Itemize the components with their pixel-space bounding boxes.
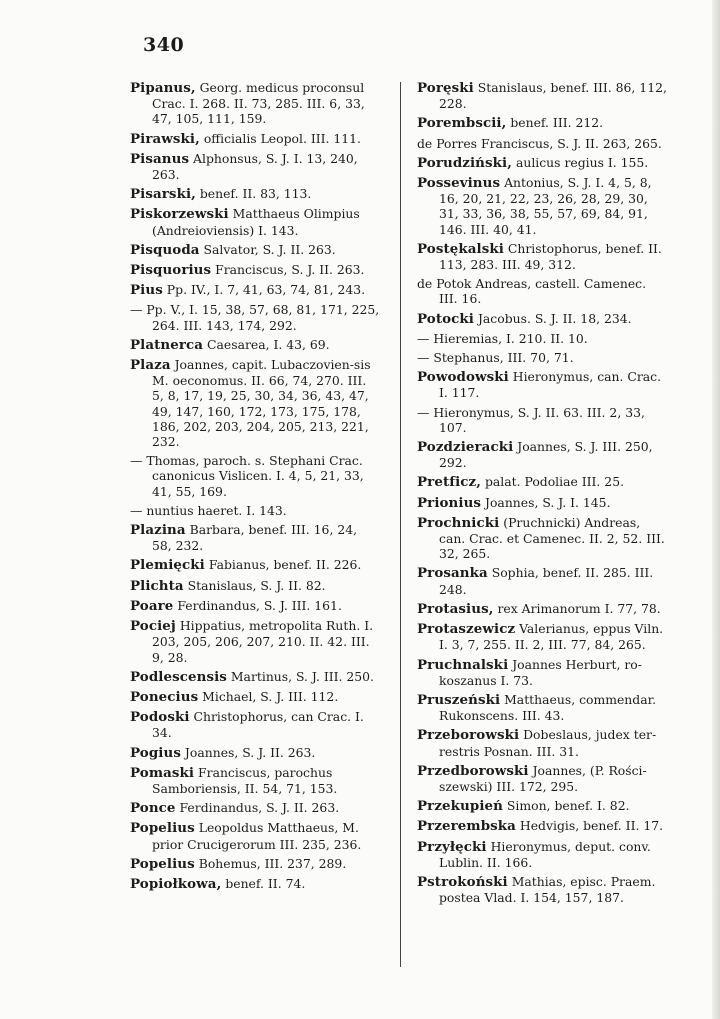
index-entry [130, 262, 380, 278]
entry-headword: Popelius [130, 855, 195, 872]
entry-text: Alphonsus, S. J. I. 13, 240, 263. [152, 150, 358, 183]
entry-text: Ferdinandus, S. J. II. 263. [179, 800, 340, 816]
entry-headword: Plaza [130, 357, 171, 374]
index-entry [417, 331, 667, 346]
index-entry [417, 798, 667, 814]
entry-text: Valerianus, eppus Viln. I. 3, 7, 255. II. 2, III. 77, 84, 265. [439, 621, 664, 653]
entry-headword: Plazina [130, 522, 186, 539]
entry-headword: Potocki [417, 310, 474, 327]
entry-text: Hippatius, metropolita Ruth. I. 203, 205, 206, 207, 210. II. 42. III. 9, 28. [152, 618, 374, 665]
index-entry [130, 689, 380, 705]
index-entry [130, 302, 380, 332]
entry-headword: Pisquoda [130, 241, 200, 258]
entry-text: Stanislaus, S. J. II. 82. [187, 577, 326, 593]
index-entry [130, 557, 380, 573]
index-entry [417, 874, 667, 905]
entry-text: officialis Leopol. III. 111. [203, 130, 361, 146]
index-entry [417, 369, 667, 400]
entry-text: Sophia, benef. II. 285. III. 248. [439, 565, 654, 597]
entry-headword: Porembscii, [417, 115, 507, 132]
index-entry [417, 405, 667, 435]
entry-text: Caesarea, I. 43, 69. [207, 336, 330, 352]
index-column-left [130, 80, 380, 896]
index-entry [417, 350, 667, 365]
entry-headword: Platnerca [130, 336, 204, 353]
page-edge-shadow [712, 0, 720, 1019]
column-divider [400, 82, 401, 967]
entry-headword: Przyłęcki [417, 838, 487, 855]
entry-text: Hedvigis, benef. II. 17. [519, 818, 664, 834]
entry-text: — Hieronymus, S. J. II. 63. III. 2, 33, 107. [417, 404, 645, 435]
entry-headword: Pisquorius [130, 262, 212, 279]
entry-text: de Potok Andreas, castell. Camenec. III. 16. [417, 276, 647, 307]
entry-text: Barbara, benef. III. 16, 24, 58, 232. [152, 522, 358, 554]
index-entry [417, 136, 667, 151]
index-entry [130, 709, 380, 740]
index-entry [130, 357, 380, 449]
entry-headword: Pisanus [130, 150, 190, 167]
index-entry [417, 311, 667, 327]
page-number: 340 [143, 34, 185, 56]
entry-text: Dobeslaus, judex ter-restris Posnan. III. 31. [439, 727, 657, 759]
entry-text: Franciscus, S. J. II. 263. [215, 262, 365, 278]
entry-text: benef. III. 212. [510, 115, 604, 131]
entry-headword: Pisarski, [130, 186, 196, 203]
entry-headword: Poare [130, 597, 174, 614]
entry-headword: Popelius [130, 820, 195, 837]
entry-text: Salvator, S. J. II. 263. [203, 241, 336, 257]
index-entry [130, 765, 380, 796]
entry-headword: Possevinus [417, 175, 501, 192]
index-entry [130, 151, 380, 182]
entry-headword: Poręski [417, 80, 474, 96]
entry-headword: Podoski [130, 709, 190, 726]
entry-headword: Ponce [130, 800, 176, 817]
entry-headword: Popiołkowa, [130, 875, 222, 892]
index-entry [130, 131, 380, 147]
index-entry [417, 727, 667, 758]
entry-headword: Pruchnalski [417, 656, 509, 673]
entry-text: — Thomas, paroch. s. Stephani Crac. canonicus Vislicen. I. 4, 5, 21, 33, 41, 55, 169. [130, 453, 364, 499]
entry-headword: Przedborowski [417, 762, 529, 779]
index-entry [130, 337, 380, 353]
entry-text: Matthaeus, commendar. Rukonscens. III. 43. [439, 691, 657, 724]
entry-headword: Pipanus, [130, 80, 196, 96]
entry-text: Antonius, S. J. I. 4, 5, 8, 16, 20, 21, 22, 23, 26, 28, 29, 30, 31, 33, 36, 38, 55, 57, 69, 84, 91, 146. III. 40, 41. [439, 175, 652, 237]
index-entry [417, 495, 667, 511]
entry-text: Pp. IV., I. 7, 41, 63, 74, 81, 243. [166, 282, 366, 298]
entry-text: Christophorus, can Crac. I. 34. [152, 709, 364, 741]
index-entry [130, 876, 380, 892]
index-entry [130, 282, 380, 298]
index-column-right [417, 80, 667, 909]
entry-headword: Pius [130, 282, 163, 299]
index-entry [417, 818, 667, 834]
entry-text: Joannes Herburt, ro-koszanus I. 73. [439, 656, 642, 688]
entry-headword: Pretficz, [417, 474, 481, 491]
index-entry [417, 175, 667, 237]
index-entry [130, 578, 380, 594]
entry-headword: Przerembska [417, 818, 516, 835]
entry-headword: Pozdzieracki [417, 439, 514, 456]
entry-headword: Postękalski [417, 240, 504, 257]
index-entry [417, 692, 667, 723]
index-entry [130, 669, 380, 685]
entry-text: Michael, S. J. III. 112. [202, 688, 339, 704]
entry-headword: Powodowski [417, 369, 509, 386]
index-entry [417, 80, 667, 111]
index-entry [417, 601, 667, 617]
entry-text: aulicus regius I. 155. [515, 154, 649, 170]
entry-text: benef. II. 74. [225, 875, 306, 891]
index-entry [417, 763, 667, 794]
entry-text: Georg. medicus proconsul Crac. I. 268. II. 73, 285. III. 6, 33, 47, 105, 111, 159. [152, 80, 365, 127]
entry-text: Stanislaus, benef. III. 86, 112, 228. [439, 80, 667, 112]
entry-text: Joannes, S. J. III. 250, 292. [439, 439, 653, 471]
entry-text: — Stephanus, III. 70, 71. [417, 350, 574, 366]
index-entry [417, 621, 667, 652]
entry-headword: Pstrokoński [417, 873, 508, 890]
entry-headword: Plemięcki [130, 557, 205, 574]
entry-text: — nuntius haeret. I. 143. [130, 502, 287, 518]
index-entry [130, 618, 380, 665]
entry-headword: Prionius [417, 494, 482, 511]
entry-headword: Prochnicki [417, 514, 500, 531]
index-entry [417, 155, 667, 171]
index-entry [130, 800, 380, 816]
index-entry [130, 206, 380, 237]
entry-text: Hieronymus, can. Crac. I. 117. [439, 369, 662, 401]
index-entry [417, 839, 667, 870]
entry-text: de Porres Franciscus, S. J. II. 263, 265. [417, 135, 662, 151]
entry-text: palat. Podoliae III. 25. [484, 474, 625, 490]
index-entry [417, 565, 667, 596]
index-entry [130, 856, 380, 872]
index-entry [130, 242, 380, 258]
index-entry [130, 80, 380, 127]
entry-text: Martinus, S. J. III. 250. [230, 668, 374, 684]
entry-headword: Pomaski [130, 764, 195, 781]
entry-text: Christophorus, benef. II. 113, 283. III. 49, 312. [439, 240, 662, 273]
entry-headword: Podlescensis [130, 668, 227, 685]
entry-text: (Pruchnicki) Andreas, can. Crac. et Camenec. II. 2, 52. III. 32, 265. [439, 514, 665, 562]
index-entry [130, 745, 380, 761]
index-entry [417, 657, 667, 688]
entry-text: Leopoldus Matthaeus, M. prior Crucigerorum III. 235, 236. [152, 820, 362, 852]
index-entry [417, 276, 667, 306]
entry-text: Joannes, S. J. II. 263. [184, 744, 316, 760]
entry-text: Joannes, capit. Lubaczovien-sis M. oeconomus. II. 66, 74, 270. III. 5, 8, 17, 19, 25, 30, 34, 36, 43, 47, 49, 147, 160, 172, 173, 175, 178, 186, 202, 203, 204, 205, 213, 221, 232. [152, 357, 371, 450]
entry-text: Ferdinandus, S. J. III. 161. [177, 597, 342, 613]
entry-headword: Protasius, [417, 600, 494, 617]
index-entry [417, 115, 667, 131]
entry-text: Joannes, S. J. I. 145. [485, 494, 611, 510]
entry-headword: Porudziński, [417, 154, 512, 171]
entry-text: Franciscus, parochus Samboriensis, II. 54, 71, 153. [152, 764, 338, 796]
entry-text: Matthaeus Olimpius (Andreioviensis) I. 143. [152, 206, 360, 238]
entry-headword: Ponecius [130, 688, 199, 705]
entry-text: Simon, benef. I. 82. [506, 798, 630, 814]
entry-headword: Pogius [130, 744, 181, 761]
index-entry [130, 503, 380, 518]
entry-headword: Pruszeński [417, 691, 501, 708]
index-entry [130, 598, 380, 614]
entry-text: benef. II. 83, 113. [199, 186, 312, 202]
entry-text: — Pp. V., I. 15, 38, 57, 68, 81, 171, 225, 264. III. 143, 174, 292. [130, 302, 380, 333]
index-entry [130, 453, 380, 499]
entry-text: rex Arimanorum I. 77, 78. [497, 600, 661, 616]
index-entry [417, 474, 667, 490]
entry-text: Fabianus, benef. II. 226. [208, 557, 362, 573]
entry-headword: Pirawski, [130, 130, 200, 147]
entry-headword: Protaszewicz [417, 621, 516, 638]
entry-headword: Pociej [130, 618, 176, 635]
entry-text: Bohemus, III. 237, 289. [198, 855, 347, 871]
index-entry [417, 515, 667, 562]
index-entry [130, 522, 380, 553]
entry-text: Mathias, episc. Praem. postea Vlad. I. 154, 157, 187. [439, 873, 656, 906]
entry-text: — Hieremias, I. 210. II. 10. [417, 330, 588, 346]
entry-headword: Piskorzewski [130, 206, 229, 223]
entry-text: Hieronymus, deput. conv. Lublin. II. 166. [439, 838, 651, 870]
index-entry [130, 820, 380, 851]
entry-headword: Prosanka [417, 565, 488, 582]
entry-text: Joannes, (P. Rości-szewski) III. 172, 295. [439, 762, 647, 794]
index-entry [417, 241, 667, 272]
entry-text: Jacobus. S. J. II. 18, 234. [477, 310, 632, 326]
entry-headword: Przeborowski [417, 727, 520, 744]
index-entry [130, 186, 380, 202]
entry-headword: Przekupień [417, 798, 503, 815]
index-entry [417, 439, 667, 470]
entry-headword: Plichta [130, 577, 184, 594]
